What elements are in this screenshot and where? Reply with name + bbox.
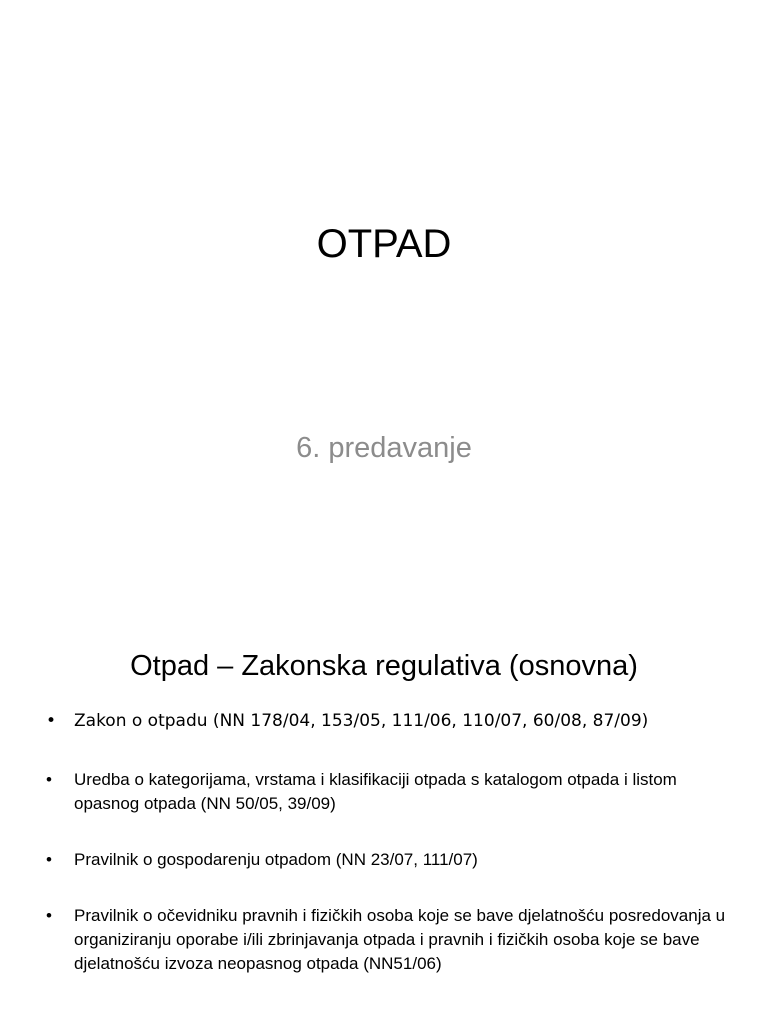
bullet-icon: • [46, 850, 52, 869]
content-slide-title: Otpad – Zakonska regulativa (osnovna) [130, 650, 638, 682]
slide-subtitle: 6. predavanje [296, 432, 472, 464]
bullet-icon: • [46, 711, 57, 731]
slide-title: OTPAD [316, 222, 452, 266]
list-item-text: Uredba o kategorijama, vrstama i klasifikaciji otpada s katalogom otpada i listom opasnog otpada (NN 50/05, 39/09) [74, 770, 677, 813]
list-item [46, 848, 726, 872]
bullet-icon: • [46, 770, 52, 789]
regulation-list [46, 710, 726, 1008]
list-item-text: Pravilnik o očevidniku pravnih i fizičkih osoba koje se bave djelatnošću posredovanja u organiziranju oporabe i/ili zbrinjavanja otpada i pravnih i fizičkih osoba koje se bave djelatnošću izvoza neopasnog otpada (NN51/06) [74, 906, 726, 973]
list-item [46, 710, 726, 732]
list-item-text: Pravilnik o gospodarenju otpadom (NN 23/07, 111/07) [74, 850, 478, 869]
list-item-text: Zakon o otpadu (NN 178/04, 153/05, 111/06, 110/07, 60/08, 87/09) [74, 711, 649, 731]
list-item [46, 904, 726, 976]
list-item [46, 768, 726, 816]
content-slide [0, 576, 768, 1024]
bullet-icon: • [46, 906, 52, 925]
